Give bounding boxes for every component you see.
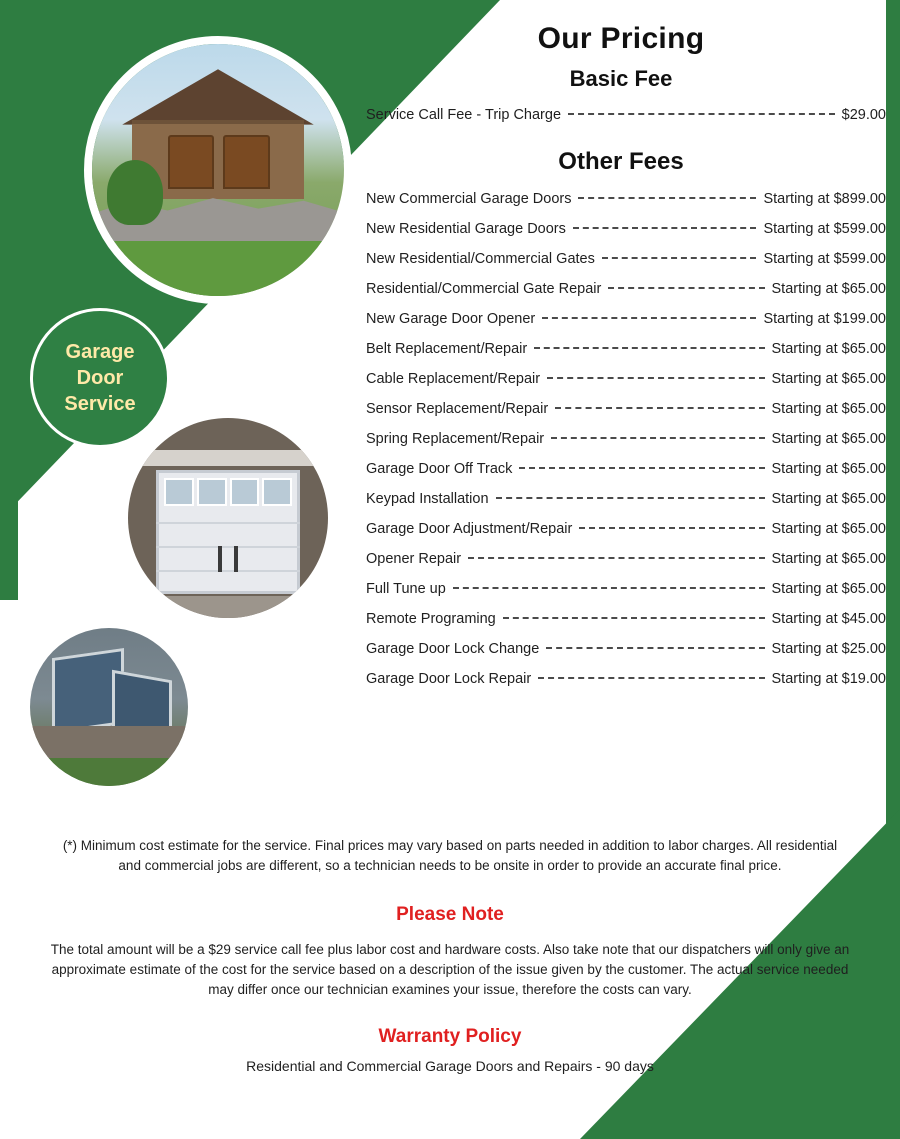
disclaimer-text: (*) Minimum cost estimate for the service. Final prices may vary based on parts needed in addition to labor charges. All residential and commercial jobs are different, so a technician needs to be onsite in order to provide an accurate final price. <box>62 838 838 873</box>
dotted-leader <box>519 467 764 469</box>
dotted-leader <box>496 497 765 499</box>
dotted-leader <box>555 407 764 409</box>
fee-label: New Garage Door Opener <box>366 311 536 327</box>
please-note-text: The total amount will be a $29 service call fee plus labor cost and hardware costs. Also take note that our dispatchers will only give an approximate estimate of the cost for the service based on a description of the issue given by the customer. The actual service needed may differ once our technician examines your issue, therefore the costs can vary. <box>50 942 850 997</box>
badge-line-1: Garage <box>65 341 135 363</box>
garage-photo-trim <box>128 450 328 466</box>
dotted-leader <box>547 377 764 379</box>
fee-price: Starting at $599.00 <box>763 221 886 237</box>
fee-price: Starting at $65.00 <box>771 371 886 387</box>
warranty-policy-heading: Warranty Policy <box>378 1026 522 1047</box>
dotted-leader <box>468 557 764 559</box>
fee-row <box>356 244 886 274</box>
dotted-leader <box>503 617 765 619</box>
dotted-leader <box>551 437 764 439</box>
garage-photo-window-pane <box>230 478 260 506</box>
fee-row <box>356 514 886 544</box>
basic-fee-heading: Basic Fee <box>569 66 673 91</box>
pricing-content <box>356 0 886 694</box>
fee-label: Garage Door Lock Repair <box>366 671 532 687</box>
garage-photo-windows <box>164 478 292 506</box>
other-fees-list <box>356 184 886 694</box>
fee-row <box>356 634 886 664</box>
dotted-leader <box>542 317 756 319</box>
garage-door-photo <box>124 414 332 622</box>
fee-label: Remote Programing <box>366 611 496 627</box>
basic-fee-price: $29.00 <box>841 107 886 123</box>
garage-photo-window-pane <box>197 478 227 506</box>
fee-row <box>356 214 886 244</box>
fee-label: Garage Door Adjustment/Repair <box>366 521 573 537</box>
garage-photo-handle-right <box>234 546 238 572</box>
fee-price: Starting at $25.00 <box>771 641 886 657</box>
fee-label: New Commercial Garage Doors <box>366 191 572 207</box>
fee-row <box>356 484 886 514</box>
fee-price: Starting at $19.00 <box>771 671 886 687</box>
fee-label: Keypad Installation <box>366 491 489 507</box>
fee-label: Garage Door Off Track <box>366 461 513 477</box>
basic-fee-row <box>356 100 886 130</box>
garage-photo-handle-left <box>218 546 222 572</box>
garage-photo-driveway <box>128 596 328 618</box>
fee-label: Opener Repair <box>366 551 462 567</box>
fee-price: Starting at $65.00 <box>771 281 886 297</box>
fee-row <box>356 574 886 604</box>
fee-price: Starting at $65.00 <box>771 521 886 537</box>
house-photo <box>84 36 352 304</box>
garage-photo-door-seam <box>156 522 300 524</box>
garage-photo-door-seam <box>156 570 300 572</box>
fee-row <box>356 664 886 694</box>
fee-price: Starting at $65.00 <box>771 431 886 447</box>
dotted-leader <box>602 257 757 259</box>
fee-label: Sensor Replacement/Repair <box>366 401 549 417</box>
dotted-leader <box>453 587 765 589</box>
house-photo-garage-door-right <box>223 135 270 189</box>
fee-row <box>356 184 886 214</box>
fee-price: Starting at $199.00 <box>763 311 886 327</box>
fee-row <box>356 304 886 334</box>
garage-door-service-badge <box>30 308 170 448</box>
green-right-strip <box>886 0 900 860</box>
please-note-heading: Please Note <box>396 904 504 925</box>
garage-photo-window-pane <box>262 478 292 506</box>
fee-row <box>356 274 886 304</box>
fee-price: Starting at $45.00 <box>771 611 886 627</box>
garage-photo-door-seam <box>156 546 300 548</box>
fee-price: Starting at $65.00 <box>771 551 886 567</box>
fee-price: Starting at $65.00 <box>771 581 886 597</box>
fee-price: Starting at $599.00 <box>763 251 886 267</box>
dotted-leader <box>579 527 764 529</box>
dotted-leader <box>568 113 835 115</box>
fee-price: Starting at $65.00 <box>771 491 886 507</box>
fee-row <box>356 364 886 394</box>
fee-price: Starting at $65.00 <box>771 341 886 357</box>
fee-row <box>356 544 886 574</box>
fee-price: Starting at $65.00 <box>771 461 886 477</box>
badge-line-3: Service <box>64 393 136 415</box>
dotted-leader <box>578 197 756 199</box>
fee-price: Starting at $899.00 <box>763 191 886 207</box>
green-left-strip <box>0 0 18 600</box>
modern-house-photo <box>26 624 192 790</box>
dotted-leader <box>573 227 757 229</box>
house-photo-lawn <box>92 241 344 296</box>
page-title: Our Pricing <box>537 22 705 55</box>
fee-row <box>356 394 886 424</box>
house-photo-bush <box>107 160 162 226</box>
warranty-policy-text: Residential and Commercial Garage Doors and Repairs - 90 days <box>246 1058 654 1074</box>
fee-row <box>356 424 886 454</box>
house-photo-garage-door-left <box>168 135 215 189</box>
basic-fee-label: Service Call Fee - Trip Charge <box>366 107 562 123</box>
dotted-leader <box>608 287 764 289</box>
fee-label: Belt Replacement/Repair <box>366 341 528 357</box>
footer-section <box>34 836 866 1074</box>
fee-row <box>356 454 886 484</box>
garage-photo-window-pane <box>164 478 194 506</box>
modern-photo-grass <box>30 758 188 786</box>
fee-price: Starting at $65.00 <box>771 401 886 417</box>
fee-label: Cable Replacement/Repair <box>366 371 541 387</box>
dotted-leader <box>546 647 764 649</box>
dotted-leader <box>538 677 764 679</box>
fee-label: Garage Door Lock Change <box>366 641 540 657</box>
fee-label: Spring Replacement/Repair <box>366 431 545 447</box>
fee-row <box>356 604 886 634</box>
other-fees-heading: Other Fees <box>558 148 684 175</box>
badge-line-2: Door <box>76 367 124 389</box>
modern-photo-base <box>30 726 188 761</box>
fee-label: Residential/Commercial Gate Repair <box>366 281 602 297</box>
fee-label: Full Tune up <box>366 581 446 597</box>
dotted-leader <box>534 347 764 349</box>
fee-label: New Residential/Commercial Gates <box>366 251 595 267</box>
fee-row <box>356 334 886 364</box>
fee-label: New Residential Garage Doors <box>366 221 566 237</box>
